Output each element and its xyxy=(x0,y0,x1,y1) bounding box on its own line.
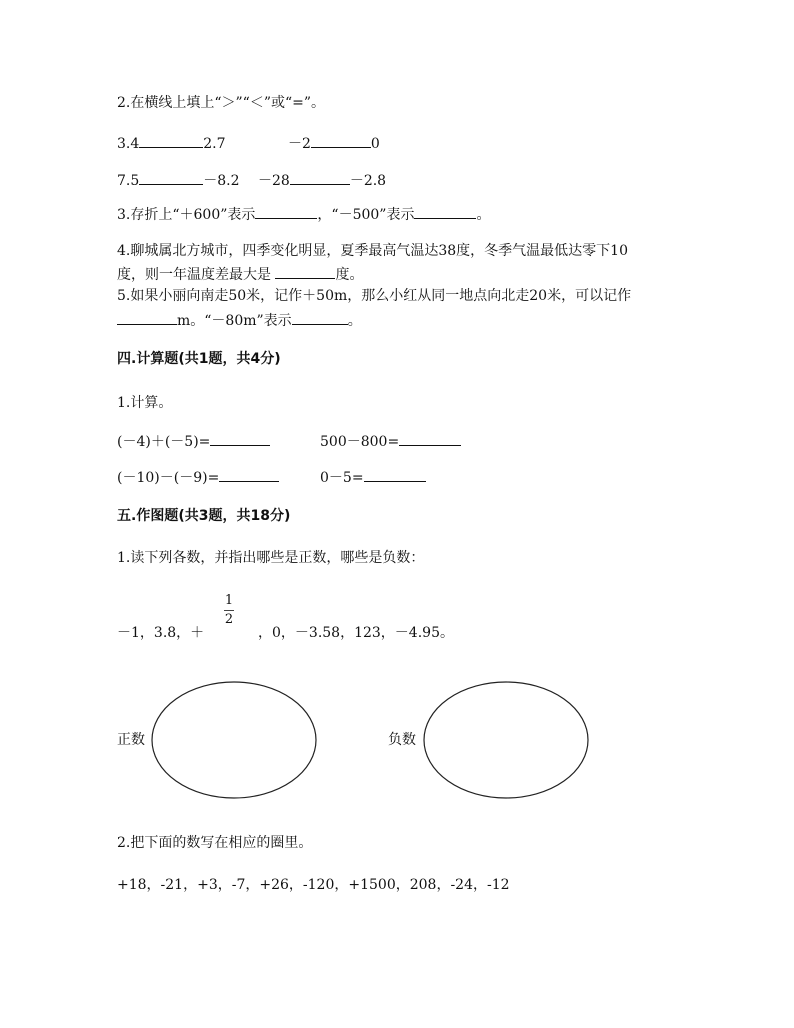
question-2-title: 2.在横线上填上“＞”“＜”或“=”。 xyxy=(117,95,326,111)
negative-numbers-circle[interactable] xyxy=(422,680,592,800)
calc-item-2 xyxy=(320,431,461,451)
positive-numbers-circle[interactable] xyxy=(150,680,320,800)
compare-value: －28 xyxy=(258,173,290,189)
question-text: 度，则一年温度差最大是 xyxy=(117,267,276,283)
fraction-one-half xyxy=(219,594,239,627)
answer-blank[interactable] xyxy=(292,310,348,325)
calc-expression: 0－5= xyxy=(320,470,364,486)
positive-label: 正数 xyxy=(117,732,145,748)
positive-ellipse xyxy=(152,682,316,798)
fraction-numerator: 1 xyxy=(224,593,234,608)
answer-blank[interactable] xyxy=(275,264,335,279)
compare-value: －8.2 xyxy=(203,173,240,189)
compare-value: －2.8 xyxy=(349,173,387,189)
calc-item-4 xyxy=(320,467,426,487)
calc-expression: 500－800= xyxy=(320,434,400,450)
compare-row-2-left xyxy=(117,170,240,190)
question-text: m。“－80m”表示 xyxy=(177,313,292,329)
draw-question-1-title: 1.读下列各数，并指出哪些是正数，哪些是负数： xyxy=(117,550,425,566)
section-4-heading: 四.计算题(共1题，共4分) xyxy=(117,351,281,367)
answer-blank[interactable] xyxy=(399,431,461,446)
calc-item-3 xyxy=(117,467,279,487)
question-5-line-1: 5.如果小丽向南走50米，记作＋50m，那么小红从同一地点向北走20米，可以记作 xyxy=(117,288,632,304)
calc-expression: (－4)＋(－5)= xyxy=(117,434,211,450)
question-text: ，“－500”表示 xyxy=(317,207,415,223)
section-5-heading: 五.作图题(共3题，共18分) xyxy=(117,508,291,524)
question-text: 。 xyxy=(347,313,362,329)
question-text: 。 xyxy=(476,207,491,223)
compare-value: 7.5 xyxy=(117,173,140,189)
answer-blank[interactable] xyxy=(139,133,203,148)
calc-expression: (－10)－(－9)= xyxy=(117,470,220,486)
question-text: 度。 xyxy=(335,267,364,283)
answer-blank[interactable] xyxy=(290,170,350,185)
compare-row-1-left xyxy=(117,133,226,153)
negative-label: 负数 xyxy=(388,732,416,748)
question-4-line-1: 4.聊城属北方城市，四季变化明显，夏季最高气温达38度，冬季气温最低达零下10 xyxy=(117,243,628,259)
compare-value: 2.7 xyxy=(203,136,226,152)
answer-blank[interactable] xyxy=(210,431,270,446)
compare-value: 3.4 xyxy=(117,136,140,152)
numbers-list-part-2: ，0，－3.58，123，－4.95。 xyxy=(258,625,454,641)
draw-question-2-numbers: +18，-21，+3，-7，+26，-120，+1500，208，-24，-12 xyxy=(117,877,510,893)
answer-blank[interactable] xyxy=(311,133,371,148)
answer-blank[interactable] xyxy=(117,310,177,325)
answer-blank[interactable] xyxy=(255,204,317,219)
numbers-list-part-1: －1，3.8，＋ xyxy=(117,625,205,641)
answer-blank[interactable] xyxy=(139,170,203,185)
question-5-line-2 xyxy=(117,310,362,330)
answer-blank[interactable] xyxy=(364,467,426,482)
fraction-denominator: 2 xyxy=(224,612,234,627)
compare-value: －2 xyxy=(288,136,311,152)
answer-blank[interactable] xyxy=(219,467,279,482)
question-4-line-2 xyxy=(117,264,363,284)
calc-item-1 xyxy=(117,431,270,451)
negative-ellipse xyxy=(424,682,588,798)
compare-row-2-right xyxy=(258,170,386,190)
compare-row-1-right xyxy=(288,133,380,153)
answer-blank[interactable] xyxy=(414,204,476,219)
compare-value: 0 xyxy=(370,136,380,152)
calc-question-title: 1.计算。 xyxy=(117,395,173,411)
question-text: 3.存折上“＋600”表示 xyxy=(117,207,256,223)
question-3 xyxy=(117,204,490,224)
draw-question-2-title: 2.把下面的数写在相应的圈里。 xyxy=(117,835,313,851)
fraction-bar xyxy=(224,610,234,611)
